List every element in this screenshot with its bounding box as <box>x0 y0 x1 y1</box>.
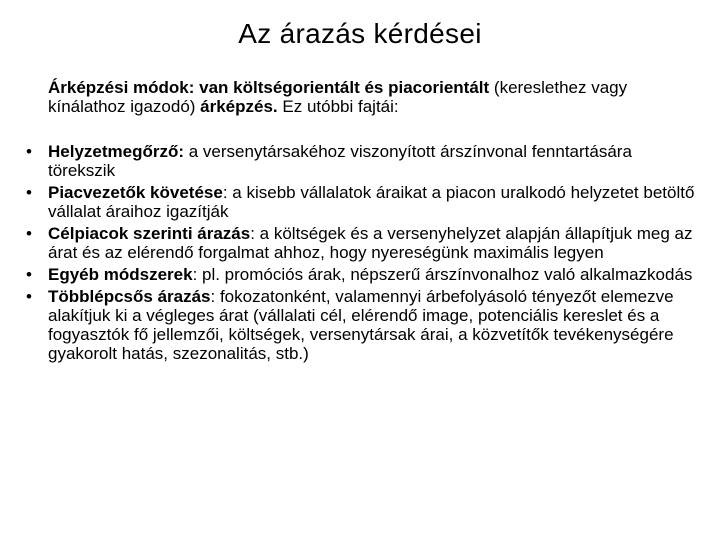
bullet-icon: • <box>26 265 32 284</box>
list-item-term: Helyzetmegőrző: <box>48 142 185 161</box>
list-item-text: : a költségek és a versenyhelyzet alapján állapítjuk meg az árat és az elérendő forgalmat ahhoz, hogy nyereségünk maximális legyen <box>48 224 693 262</box>
list-item-term: Piacvezetők követése <box>48 183 223 202</box>
list-item-text: : a kisebb vállalatok áraikat a piacon uralkodó helyzetet betöltő vállalat áraihoz igazítják <box>48 183 695 221</box>
intro-text: (kereslethez vagy kínálathoz igazodó) <box>48 78 628 116</box>
intro-text-tail: Ez utóbbi fajtái: <box>277 97 399 116</box>
bullet-icon: • <box>26 142 32 161</box>
bullet-icon: • <box>26 183 32 202</box>
intro-bold-lead: Árképzési módok: van költségorientált és piacorientált <box>48 78 490 97</box>
pricing-method-list <box>26 142 702 366</box>
list-item-term: Egyéb módszerek <box>48 265 193 284</box>
list-item-text: a versenytársakéhoz viszonyított árszínvonal fenntartására törekszik <box>48 142 632 180</box>
list-item <box>26 287 702 363</box>
list-item-term: Többlépcsős árazás <box>48 287 211 306</box>
bullet-icon: • <box>26 287 32 306</box>
bullet-icon: • <box>26 224 32 243</box>
intro-bold-term: árképzés. <box>200 97 278 116</box>
slide-title: Az árazás kérdései <box>238 18 482 49</box>
list-item-text: : pl. promóciós árak, népszerű árszínvonalhoz való alkalmazkodás <box>192 265 693 284</box>
intro-paragraph <box>48 78 688 116</box>
list-item-term: Célpiacok szerinti árazás <box>48 224 251 243</box>
list-item-text: : fokozatonként, valamennyi árbefolyásoló tényezőt elemezve alakítjuk ki a végleges árat (vállalati cél, elérendő image, potenciális kereslet és a fogyasztók fő jellemzői, költségek, versenytársak árai, a közvetítők tevékenységére gyakorolt hatás, szezonalitás, stb.) <box>48 287 674 363</box>
list-item <box>26 265 702 284</box>
list-item <box>26 183 702 221</box>
list-item <box>26 142 702 180</box>
list-item <box>26 224 702 262</box>
